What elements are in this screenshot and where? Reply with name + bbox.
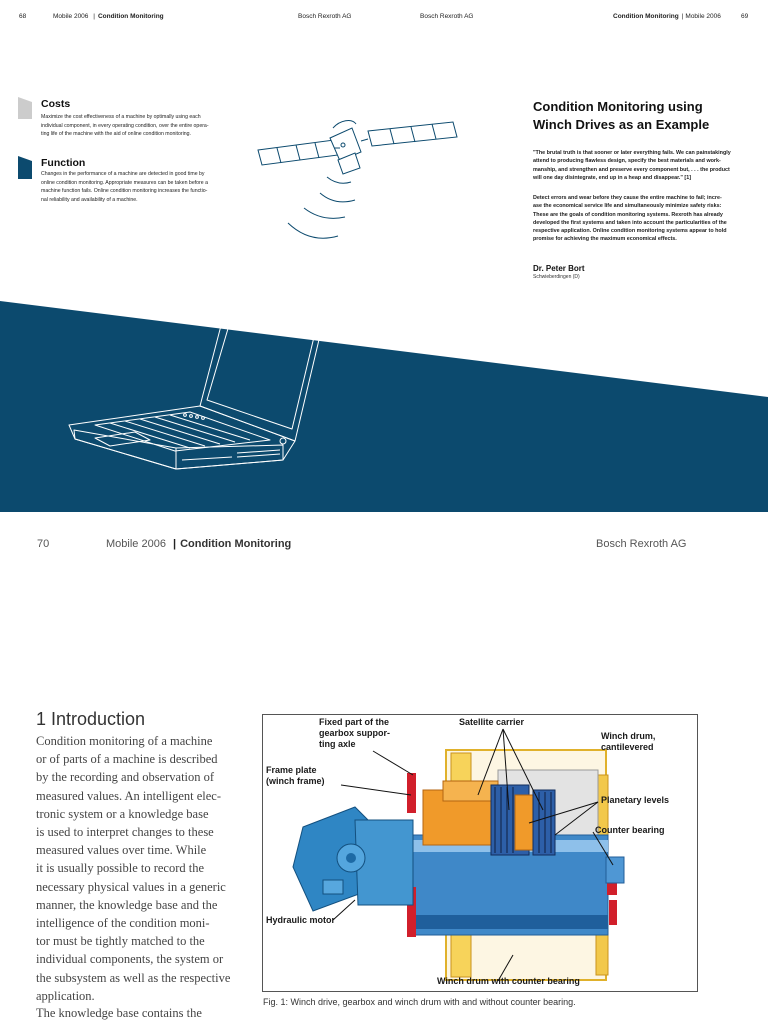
label-hydraulic-motor: Hydraulic motor [266,915,336,925]
section-name: Condition Monitoring [613,13,679,20]
costs-text: Maximize the cost effectiveness of a machine by optimally using each individual component, in every operating condition, over the entire opera- ting life of the machine with the aid of online condition monitoring. [41,114,209,138]
label-frame-plate: Frame plate (winch frame) [266,765,325,786]
costs-title: Costs [41,98,71,110]
publication: Mobile 2006 [53,13,89,20]
label-counter-bearing: Counter bearing [595,825,665,835]
page-number-right: 69 [741,13,749,20]
winch-figure [262,714,698,992]
signal-waves-icon [288,177,355,238]
label-planetary-levels: Planetary levels [601,795,670,805]
section-name: Condition Monitoring [97,13,164,20]
article-lead: Detect errors and wear before they cause the entire machine to fail; incre- ase the economical service life and simultaneously minimize safety risks: These are the goals of condition monitoring systems. Rexroth has already developed the first systems and taken into account the particularities of the respective application. Online condition monitoring systems appear to hold promise for achieving the maximum economical effects. [533,195,727,243]
company-name: Bosch Rexroth AG [596,538,687,550]
satellite-icon [258,121,457,174]
intro-paragraph: Condition monitoring of a machine or of parts of a machine is described by the recording and observation of measured values. An intelligent elec- tronic system or a knowledge base is used to interpret changes to these measured values over time. While it is usually possible to record the necessary physical values in a generic manner, the knowledge base and the intelligence of the condition moni- tor must be tightly matched to the individual components, the system or the subsystem as well as the respective application. [36,734,231,1003]
page-number: 70 [37,538,50,550]
running-header-left: Mobile 2006 | Condition Monitoring [53,13,164,20]
company-left: Bosch Rexroth AG [298,13,352,20]
running-header-right: Condition Monitoring | Mobile 2006 [613,13,721,20]
label-winch-drum: Winch drum, cantilevered [601,731,656,752]
blue-band [0,301,768,512]
author-location: Schwieberdingen (D) [533,274,580,280]
figure-caption: Fig. 1: Winch drive, gearbox and winch drum with and without counter bearing. [263,997,576,1007]
article-quote: "The brutal truth is that sooner or later everything fails. We can painstakingly attend to producing flawless design, specify the best materials and work- manship, and strengthen and preserve every component but, . . . the product will one day disintegrate, end up in a heap and disappear." [1] [533,150,731,181]
hydraulic-motor-icon [293,807,413,911]
company-right: Bosch Rexroth AG [420,13,474,20]
function-title: Function [41,157,86,169]
article-title: Condition Monitoring using Winch Drives as an Example [533,99,710,132]
publication: Mobile 2006 [685,13,721,20]
label-winch-counter: Winch drum with counter bearing [437,976,580,986]
label-satellite-carrier: Satellite carrier [459,717,525,727]
winch-drawing [263,715,697,991]
page-number-left: 68 [19,13,27,20]
author-name: Dr. Peter Bort [533,264,585,273]
intro-heading: 1 Introduction [36,709,146,729]
publication: Mobile 2006 [106,538,166,550]
running-header: Mobile 2006 | Condition Monitoring [106,538,292,550]
function-text: Changes in the performance of a machine are detected in good time by online condition monitoring. Appropriate measures can be taken before a machine function fails. Online condition monitoring increases the functio- nal reliability and availability of a machine. [41,171,208,203]
section-name: Condition Monitoring [180,538,292,550]
label-fixed-part: Fixed part of the gearbox suppor- ting axle [319,717,391,749]
intro-next-line: The knowledge base contains the [36,1006,202,1020]
